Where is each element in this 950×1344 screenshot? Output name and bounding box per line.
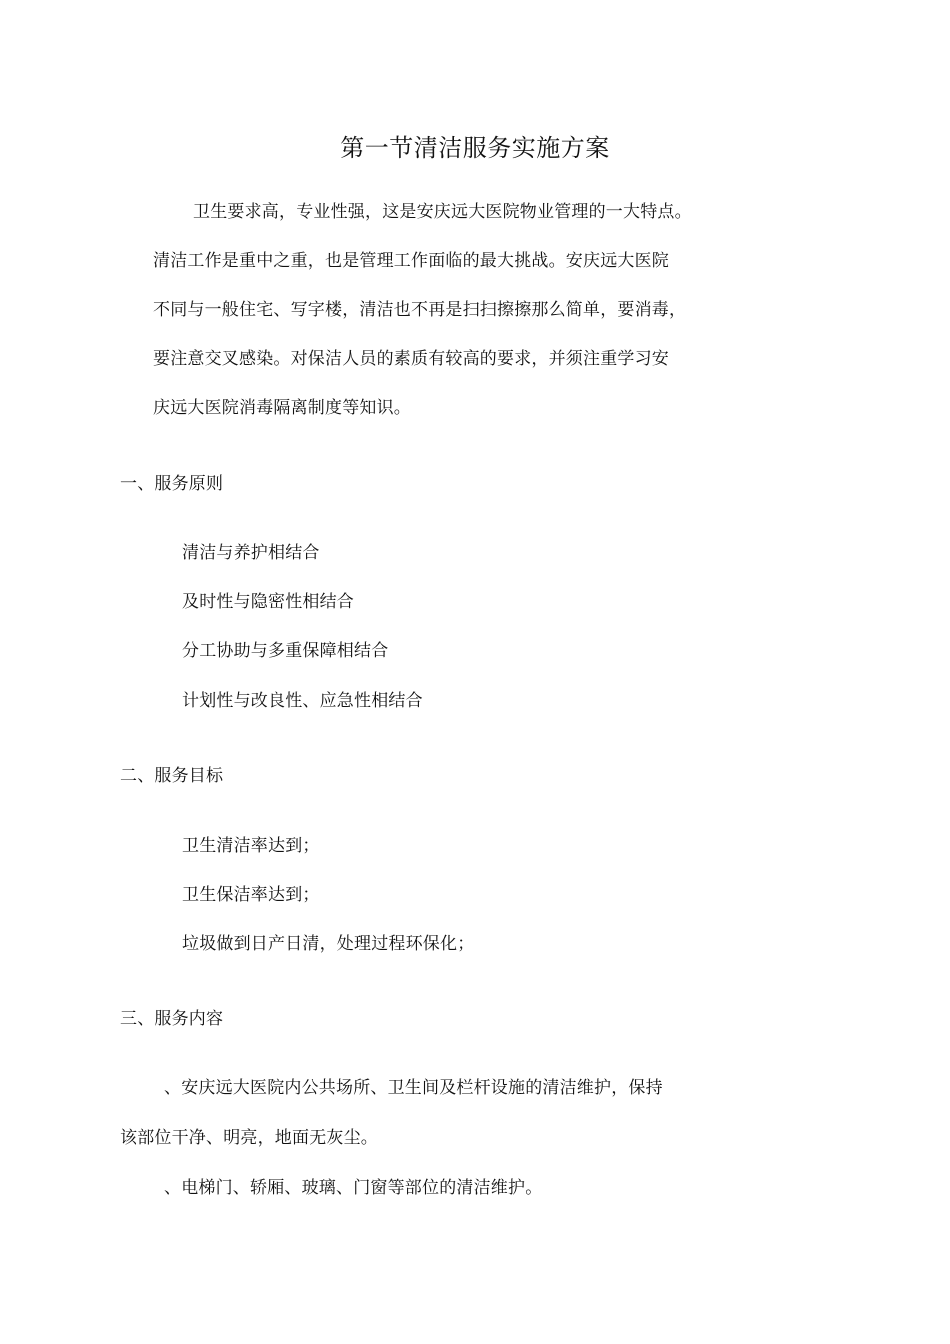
section-heading-principles: 一、服务原则: [120, 474, 224, 494]
intro-line: 不同与一般住宅、写字楼，清洁也不再是扫扫擦擦那么简单，要消毒，: [153, 300, 687, 320]
section-heading-goals: 二、服务目标: [120, 766, 224, 786]
intro-line: 清洁工作是重中之重，也是管理工作面临的最大挑战。安庆远大医院: [153, 251, 669, 271]
list-item: 该部位干净、明亮，地面无灰尘。: [120, 1128, 378, 1148]
intro-line: 庆远大医院消毒隔离制度等知识。: [153, 398, 411, 418]
list-item: 清洁与养护相结合: [182, 543, 320, 563]
list-item: 计划性与改良性、应急性相结合: [182, 691, 423, 711]
list-item: 卫生保洁率达到；: [182, 885, 320, 905]
list-item: 垃圾做到日产日清，处理过程环保化；: [182, 934, 475, 954]
list-item: 卫生清洁率达到；: [182, 836, 320, 856]
list-item: 及时性与隐密性相结合: [182, 592, 354, 612]
list-item: 分工协助与多重保障相结合: [182, 641, 389, 661]
list-item: 、安庆远大医院内公共场所、卫生间及栏杆设施的清洁维护，保持: [164, 1078, 663, 1098]
page-title: 第一节清洁服务实施方案: [340, 134, 610, 162]
list-item: 、电梯门、轿厢、玻璃、门窗等部位的清洁维护。: [164, 1178, 543, 1198]
section-heading-content: 三、服务内容: [120, 1009, 224, 1029]
intro-line: 卫生要求高，专业性强，这是安庆远大医院物业管理的一大特点。: [193, 202, 692, 222]
intro-line: 要注意交叉感染。对保洁人员的素质有较高的要求，并须注重学习安: [153, 349, 669, 369]
